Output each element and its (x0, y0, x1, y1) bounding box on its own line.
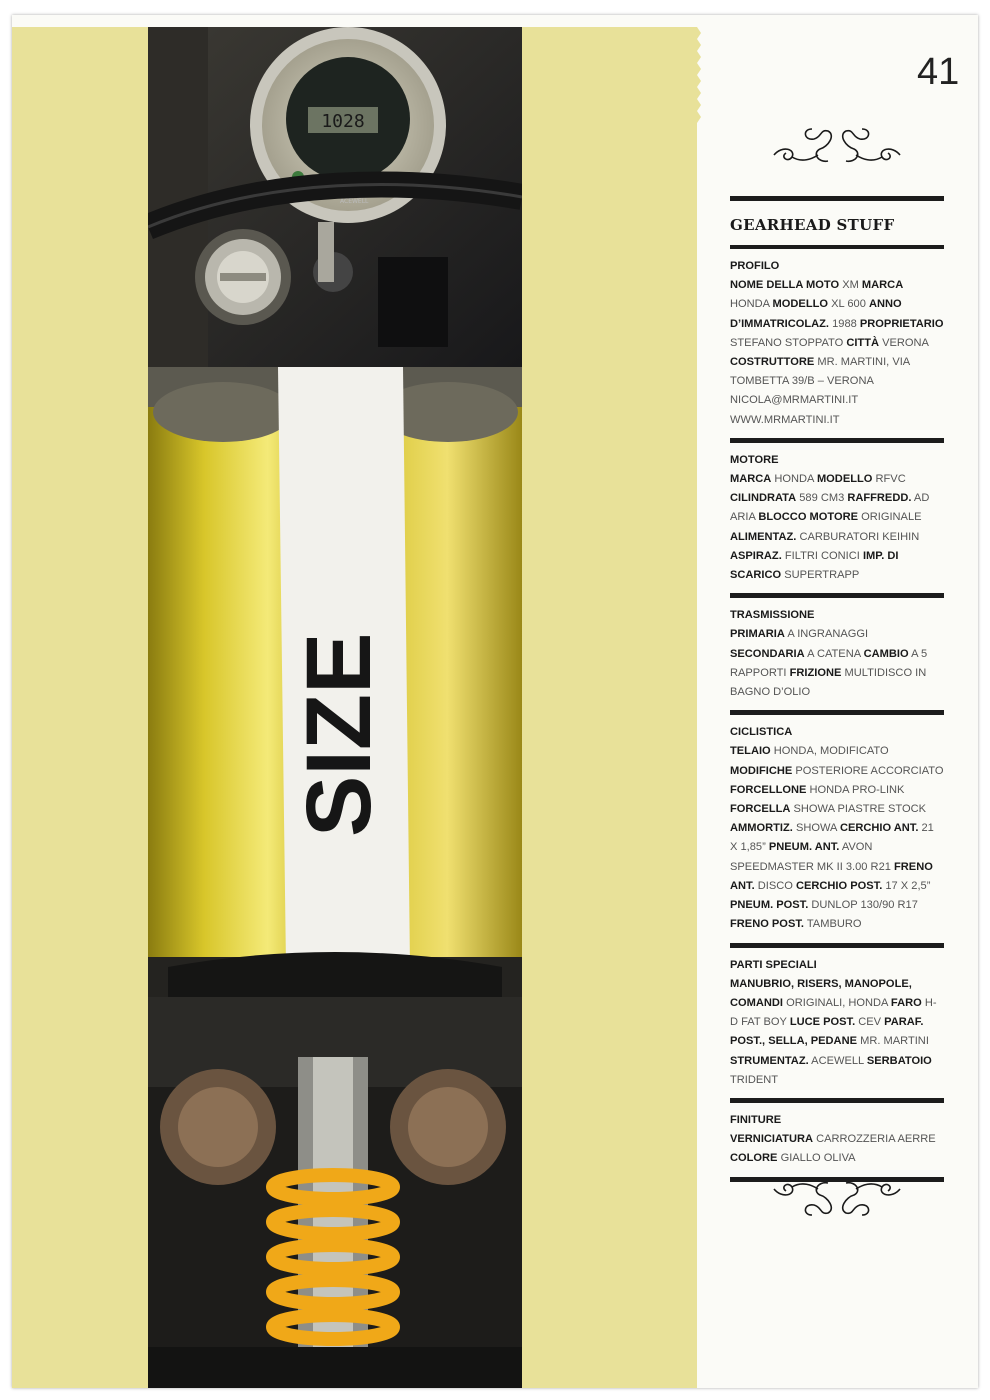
spec-value: CEV (858, 1016, 882, 1029)
spec-value: HONDA, MODIFICATO (773, 745, 889, 758)
section-heading: PROFILO (730, 260, 780, 272)
spec-value: CARROZZERIA AERRE (816, 1133, 936, 1146)
spec-value: DISCO (757, 879, 793, 892)
spec-value: SHOWA (795, 822, 837, 835)
spec-label: PRIMARIA (730, 628, 785, 641)
spec-value: A CATENA (807, 647, 861, 660)
spec-sheet (730, 196, 944, 1182)
spec-value: HONDA (730, 298, 770, 311)
spec-label: VERNICIATURA (730, 1133, 813, 1146)
spec-value: STEFANO STOPPATO (730, 336, 844, 349)
spec-value: VERONA (882, 336, 929, 349)
section-heading: TRASMISSIONE (730, 609, 815, 622)
spec-sheet-title: GEARHEAD STUFF (730, 216, 895, 234)
spec-value: HONDA (774, 473, 814, 486)
gauge-display: 1028 (321, 111, 365, 132)
spec-label: ASPIRAZ. (730, 549, 782, 562)
spec-value: GIALLO OLIVA (780, 1152, 856, 1165)
spec-label: MODELLO (816, 473, 873, 486)
spec-value: 1988 (832, 317, 857, 330)
section-heading: CICLISTICA (730, 726, 793, 739)
spec-value: FILTRI CONICI (784, 549, 860, 562)
spec-value: MR. MARTINI (860, 1035, 929, 1048)
spec-value: MR. MARTINI, VIA TOMBETTA 39/B – VERONA NICOLA@MRMARTINI.IT WWW.MRMARTINI.IT (730, 356, 910, 426)
spec-label: FORCELLONE (730, 783, 807, 796)
spec-label: STRUMENTAZ. (730, 1054, 809, 1067)
spec-section-trasmissione (730, 598, 944, 710)
spec-value: TAMBURO (806, 918, 862, 931)
spec-label: FARO (890, 996, 922, 1009)
spec-label: FRENO ANT. (730, 860, 933, 892)
spec-value: 21 X 1,85” (730, 822, 934, 854)
spec-label: AMMORTIZ. (730, 822, 793, 835)
photo-panel-engine (148, 997, 522, 1388)
spec-value: RFVC (875, 473, 906, 486)
spec-label: CERCHIO POST. (795, 879, 883, 892)
spec-value: POSTERIORE ACCORCIATO (795, 764, 944, 777)
spec-section-profilo (730, 249, 944, 438)
spec-label: CAMBIO (863, 647, 909, 660)
magazine-page (12, 15, 978, 1388)
section-heading: PARTI SPECIALI (730, 958, 817, 971)
spec-label: FRIZIONE (789, 666, 842, 679)
spec-label: COSTRUTTORE (730, 356, 815, 369)
spec-label: MARCA (730, 473, 772, 486)
spec-label: MANUBRIO, RISERS, MANOPOLE, COMANDI (730, 977, 912, 1009)
spec-label: MODELLO (772, 298, 829, 311)
spec-value: MULTIDISCO IN BAGNO D’OLIO (730, 666, 927, 699)
spec-section-finiture (730, 1103, 944, 1177)
spec-value: SHOWA PIASTRE STOCK (793, 803, 927, 816)
motorcycle-photo-strip (148, 27, 522, 1388)
tank-stripe-text: SIZE (288, 632, 390, 837)
spec-value: ORIGINALI, HONDA (786, 996, 888, 1009)
spec-label: PNEUM. ANT. (768, 841, 840, 854)
gauge-mode-label: MODE (396, 188, 424, 198)
spec-value: TRIDENT (730, 1073, 779, 1086)
spec-label: SERBATOIO (866, 1054, 932, 1067)
bottom-flourish-ornament (772, 1175, 902, 1221)
photo-panel-tank (148, 367, 522, 997)
spec-value: CARBURATORI KEIHIN (799, 530, 920, 543)
spec-label: BLOCCO MOTORE (758, 511, 859, 524)
spec-value: AD ARIA (730, 492, 930, 524)
spec-value: A INGRANAGGI (787, 628, 869, 641)
spec-value: SUPERTRAPP (784, 569, 860, 582)
spec-value: XL 600 (831, 298, 866, 311)
spec-label: PARAF. POST., SELLA, PEDANE (730, 1016, 924, 1048)
spec-label: NOME DELLA MOTO (730, 279, 840, 292)
spec-label: TELAIO (730, 745, 771, 758)
spec-section-ciclistica (730, 715, 944, 942)
spec-value: H-D FAT BOY (730, 996, 937, 1029)
spec-label: CITTÀ (846, 336, 879, 349)
spec-label: MODIFICHE (730, 764, 793, 777)
spec-section-motore (730, 443, 944, 593)
page-number: 41 (917, 51, 960, 93)
photo-panel-gauge (148, 27, 522, 367)
spec-label: LUCE POST. (789, 1016, 856, 1029)
spec-label: CERCHIO ANT. (839, 822, 919, 835)
spec-value: HONDA PRO-LINK (809, 783, 905, 796)
spec-label: FRENO POST. (730, 918, 804, 931)
spec-label: ALIMENTAZ. (730, 530, 797, 543)
spec-label: PNEUM. POST. (730, 899, 809, 912)
spec-label: IMP. DI SCARICO (730, 549, 899, 582)
spec-label: CILINDRATA (730, 492, 797, 505)
section-heading: FINITURE (730, 1113, 782, 1126)
spec-label: MARCA (861, 279, 904, 292)
spec-section-parti-speciali (730, 948, 944, 1098)
top-flourish-ornament (772, 123, 902, 169)
spec-value: ORIGINALE (861, 511, 922, 524)
spec-label: COLORE (730, 1152, 778, 1165)
spec-label: PROPRIETARIO (859, 317, 944, 330)
spec-label: FORCELLA (730, 803, 791, 816)
spec-value: 17 X 2,5” (885, 879, 931, 892)
torn-edge (697, 27, 705, 1388)
spec-value: A 5 RAPPORTI (730, 647, 928, 679)
spec-value: XM (842, 279, 859, 292)
spec-label: SECONDARIA (730, 647, 805, 660)
gauge-brand: ACEWELL (340, 198, 369, 205)
spec-value: AVON SPEEDMASTER MK II 3.00 R21 (730, 841, 891, 873)
spec-label: ANNO D’IMMATRICOLAZ. (730, 298, 902, 330)
spec-label: RAFFREDD. (847, 492, 912, 505)
spec-value: ACEWELL (811, 1054, 864, 1067)
spec-value: DUNLOP 130/90 R17 (811, 899, 918, 912)
section-heading: MOTORE (730, 453, 779, 466)
spec-value: 589 CM3 (799, 492, 845, 505)
